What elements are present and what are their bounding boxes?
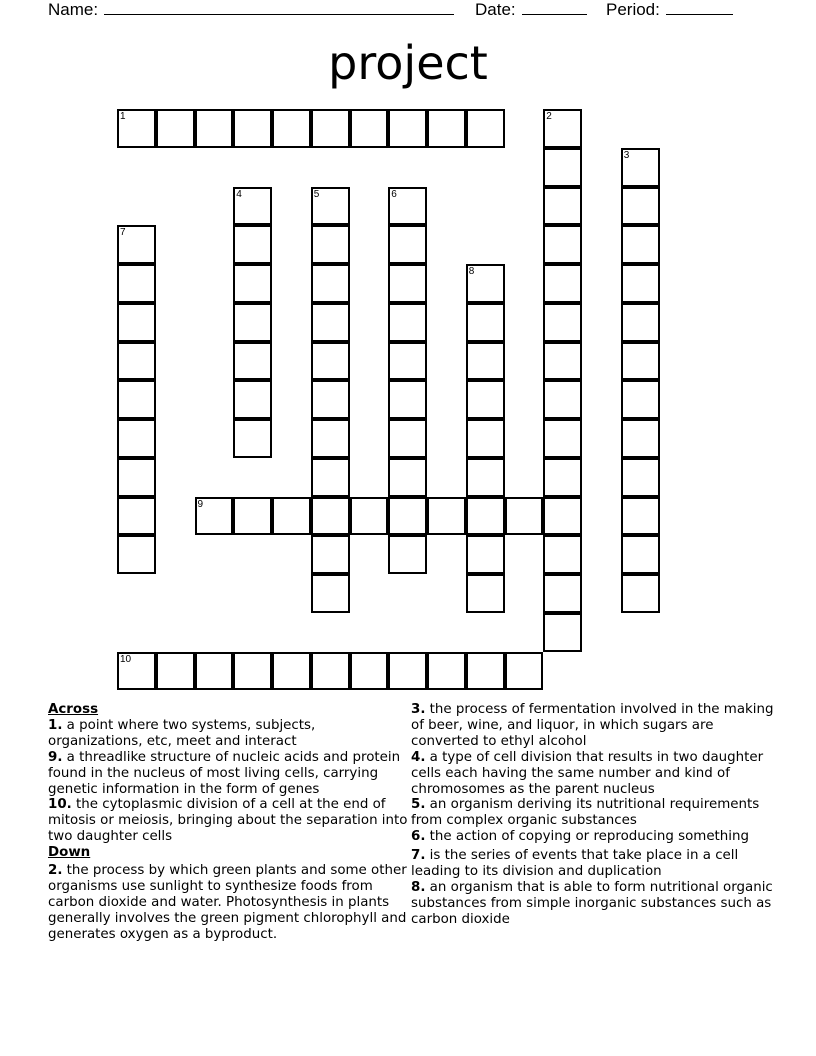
clue-number: 8. xyxy=(411,879,426,895)
cell-number: 9 xyxy=(197,498,204,510)
grid-cell[interactable] xyxy=(272,109,311,148)
grid-cell[interactable] xyxy=(505,497,544,536)
grid-cell[interactable] xyxy=(233,419,272,458)
grid-cell[interactable] xyxy=(388,225,427,264)
grid-cell[interactable] xyxy=(543,109,582,148)
grid-cell[interactable] xyxy=(388,264,427,303)
clue-number: 10. xyxy=(48,797,72,813)
grid-cell[interactable] xyxy=(311,458,350,497)
grid-cell[interactable] xyxy=(621,497,660,536)
grid-cell[interactable] xyxy=(543,574,582,613)
grid-cell[interactable] xyxy=(117,458,156,497)
grid-cell[interactable] xyxy=(466,574,505,613)
clue-number: 9. xyxy=(48,749,63,765)
grid-cell[interactable] xyxy=(311,380,350,419)
grid-cell[interactable] xyxy=(117,342,156,381)
grid-cell[interactable] xyxy=(117,109,156,148)
grid-cell[interactable] xyxy=(311,225,350,264)
grid-cell[interactable] xyxy=(233,497,272,536)
grid-cell[interactable] xyxy=(233,342,272,381)
clue-number: 2. xyxy=(48,863,63,879)
cell-number: 4 xyxy=(236,188,242,200)
grid-cell[interactable] xyxy=(621,264,660,303)
clue-down-item xyxy=(411,880,776,928)
grid-cell[interactable] xyxy=(621,148,660,187)
date-label: Date: xyxy=(475,0,516,19)
clue-across-item xyxy=(48,718,408,750)
clue-text: an organism deriving its nutritional requirements from complex organic substances xyxy=(411,797,760,829)
grid-cell[interactable] xyxy=(466,497,505,536)
grid-cell[interactable] xyxy=(311,264,350,303)
clue-text: the process of fermentation involved in the making of beer, wine, and liquor, in which sugars are converted to ethyl alcohol xyxy=(411,702,774,749)
clue-text: the process by which green plants and some other organisms use sunlight to synthesize foods from carbon dioxide and water. Photosynthesis in plants generally involves the green pigment chlorophyll and generates oxygen as a byproduct. xyxy=(48,863,407,942)
grid-cell[interactable] xyxy=(466,342,505,381)
period-field[interactable] xyxy=(606,0,733,20)
down-heading: Down xyxy=(48,845,91,861)
grid-cell[interactable] xyxy=(233,109,272,148)
grid-cell[interactable] xyxy=(388,342,427,381)
grid-cell[interactable] xyxy=(621,574,660,613)
grid-cell[interactable] xyxy=(117,652,156,691)
grid-cell[interactable] xyxy=(311,187,350,226)
grid-cell[interactable] xyxy=(311,419,350,458)
grid-cell[interactable] xyxy=(427,109,466,148)
grid-cell[interactable] xyxy=(388,458,427,497)
clue-number: 3. xyxy=(411,702,426,717)
grid-cell[interactable] xyxy=(117,225,156,264)
cell-number: 8 xyxy=(468,266,475,277)
grid-cell[interactable] xyxy=(233,380,272,419)
grid-cell[interactable] xyxy=(388,497,427,536)
clue-text: a point where two systems, subjects, organizations, etc, meet and interact xyxy=(48,717,316,749)
name-field[interactable] xyxy=(48,0,454,20)
grid-cell[interactable] xyxy=(427,652,466,691)
cell-number: 2 xyxy=(546,111,552,122)
clue-number: 7. xyxy=(411,848,426,864)
grid-cell[interactable] xyxy=(543,535,582,574)
grid-cell[interactable] xyxy=(388,380,427,419)
grid-cell[interactable] xyxy=(543,264,582,303)
clue-text: a threadlike structure of nucleic acids and protein found in the nucleus of most living cells, carrying genetic information in the form of genes xyxy=(48,749,401,797)
grid-cell[interactable] xyxy=(621,535,660,574)
clue-across-item xyxy=(48,750,408,798)
grid-cell[interactable] xyxy=(621,419,660,458)
grid-cell[interactable] xyxy=(621,458,660,497)
grid-cell[interactable] xyxy=(388,535,427,574)
grid-cell[interactable] xyxy=(311,342,350,381)
clue-down-item xyxy=(48,863,408,943)
clue-text: is the series of events that take place in a cell leading to its division and duplication xyxy=(411,848,739,880)
clue-number: 5. xyxy=(411,797,426,813)
grid-cell[interactable] xyxy=(233,303,272,342)
grid-cell[interactable] xyxy=(117,380,156,419)
grid-cell[interactable] xyxy=(350,109,389,148)
grid-cell[interactable] xyxy=(311,535,350,574)
grid-cell[interactable] xyxy=(466,303,505,342)
grid-cell[interactable] xyxy=(543,458,582,497)
clue-text: the action of copying or reproducing something xyxy=(429,829,750,845)
grid-cell[interactable] xyxy=(195,109,234,148)
grid-cell[interactable] xyxy=(466,652,505,691)
page-title: project xyxy=(328,36,488,90)
grid-cell[interactable] xyxy=(466,264,505,303)
down-clues xyxy=(411,702,776,928)
grid-cell[interactable] xyxy=(543,148,582,187)
grid-cell[interactable] xyxy=(621,380,660,419)
grid-cell[interactable] xyxy=(117,497,156,536)
grid-cell[interactable] xyxy=(621,303,660,342)
grid-cell[interactable] xyxy=(117,419,156,458)
grid-cell[interactable] xyxy=(543,187,582,226)
clue-number: 1. xyxy=(48,717,63,733)
grid-cell[interactable] xyxy=(156,652,195,691)
grid-cell[interactable] xyxy=(233,187,272,226)
grid-cell[interactable] xyxy=(311,652,350,691)
grid-cell[interactable] xyxy=(350,497,389,536)
clue-down-item xyxy=(411,797,776,829)
grid-cell[interactable] xyxy=(621,225,660,264)
grid-cell[interactable] xyxy=(388,187,427,226)
grid-cell[interactable] xyxy=(543,380,582,419)
grid-cell[interactable] xyxy=(311,497,350,536)
clue-down-item xyxy=(411,750,776,798)
clue-across-item xyxy=(48,797,408,845)
grid-cell[interactable] xyxy=(117,264,156,303)
clue-down-item xyxy=(411,829,776,845)
grid-cell[interactable] xyxy=(543,497,582,536)
grid-cell[interactable] xyxy=(621,187,660,226)
grid-cell[interactable] xyxy=(543,225,582,264)
grid-cell[interactable] xyxy=(311,574,350,613)
grid-cell[interactable] xyxy=(466,109,505,148)
grid-cell[interactable] xyxy=(195,497,234,536)
grid-cell[interactable] xyxy=(466,458,505,497)
grid-cell[interactable] xyxy=(195,652,234,691)
grid-cell[interactable] xyxy=(543,419,582,458)
grid-cell[interactable] xyxy=(272,652,311,691)
grid-cell[interactable] xyxy=(466,535,505,574)
name-label: Name: xyxy=(48,0,99,19)
grid-cell[interactable] xyxy=(388,652,427,691)
across-heading: Across xyxy=(48,702,99,717)
grid-cell[interactable] xyxy=(311,109,350,148)
grid-cell[interactable] xyxy=(388,303,427,342)
date-field[interactable] xyxy=(475,0,587,20)
grid-cell[interactable] xyxy=(466,419,505,458)
grid-cell[interactable] xyxy=(350,652,389,691)
cell-number: 10 xyxy=(120,653,132,665)
grid-cell[interactable] xyxy=(543,303,582,342)
clue-text: an organism that is able to form nutritional organic substances from simple inorganic substances such as carbon dioxide xyxy=(411,879,773,927)
cell-number: 5 xyxy=(313,188,320,200)
grid-cell[interactable] xyxy=(233,225,272,264)
grid-cell[interactable] xyxy=(117,535,156,574)
grid-cell[interactable] xyxy=(272,497,311,536)
grid-cell[interactable] xyxy=(388,419,427,458)
clue-text: the cytoplasmic division of a cell at the end of mitosis or meiosis, bringing about the separation into two daughter cells xyxy=(48,797,408,845)
clue-down-item xyxy=(411,702,776,750)
grid-cell[interactable] xyxy=(311,303,350,342)
grid-cell[interactable] xyxy=(543,342,582,381)
across-clues xyxy=(48,702,408,943)
cell-number: 7 xyxy=(120,227,126,239)
grid-cell[interactable] xyxy=(156,109,195,148)
grid-cell[interactable] xyxy=(505,652,544,691)
grid-cell[interactable] xyxy=(621,342,660,381)
grid-cell[interactable] xyxy=(117,303,156,342)
grid-cell[interactable] xyxy=(233,652,272,691)
period-label: Period: xyxy=(606,0,660,19)
clue-text: a type of cell division that results in two daughter cells each having the same number and kind of chromosomes as the parent nucleus xyxy=(411,749,764,797)
cell-number: 6 xyxy=(391,188,397,200)
cell-number: 3 xyxy=(623,149,630,161)
clue-down-item xyxy=(411,848,776,880)
cell-number: 1 xyxy=(120,111,126,122)
clue-number: 6. xyxy=(411,829,426,845)
grid-cell[interactable] xyxy=(466,380,505,419)
grid-cell[interactable] xyxy=(543,613,582,652)
clue-number: 4. xyxy=(411,749,426,765)
grid-cell[interactable] xyxy=(233,264,272,303)
grid-cell[interactable] xyxy=(427,497,466,536)
grid-cell[interactable] xyxy=(388,109,427,148)
